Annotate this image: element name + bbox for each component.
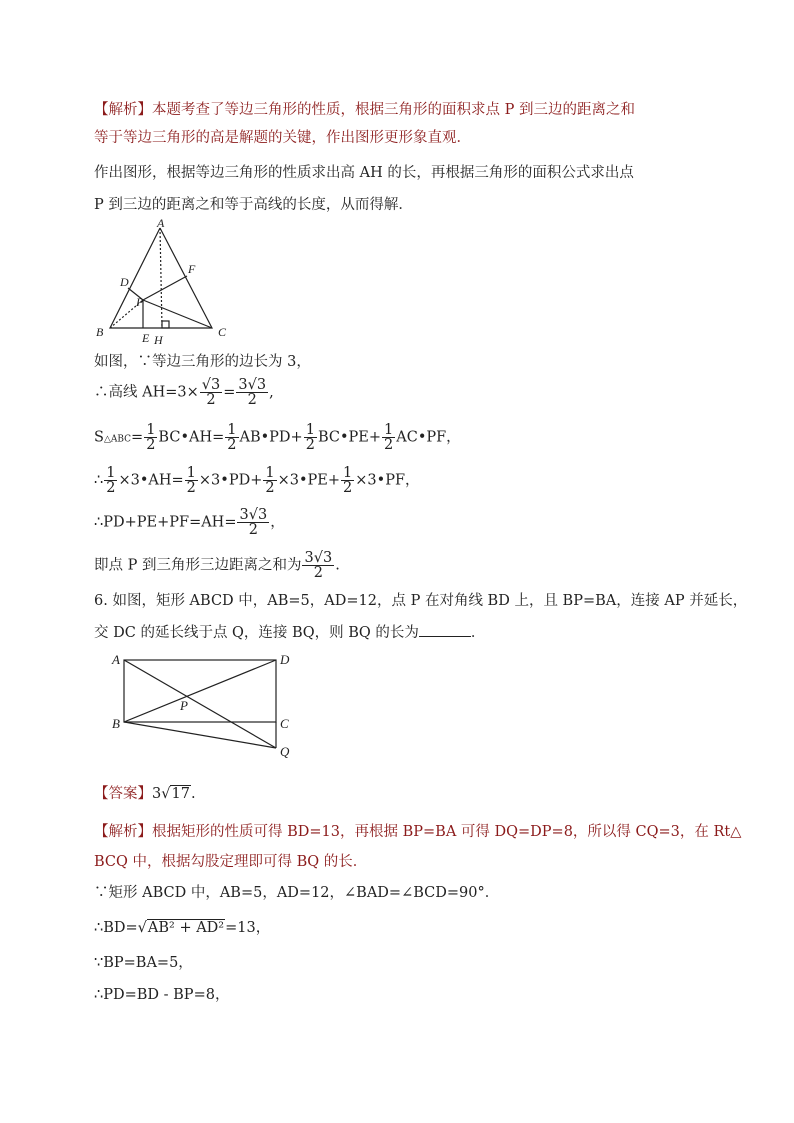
label-P: P xyxy=(136,295,144,309)
analysis1-line1 xyxy=(94,100,635,120)
solution6-line4: ∴PD=BD - BP=8， xyxy=(94,987,230,1003)
question6-line1: 6. 如图，矩形 ABCD 中，AB=5，AD=12，点 P 在对角线 BD 上，且 BP=BA，连接 AP 并延长， xyxy=(94,593,748,609)
label-D: D xyxy=(120,275,129,289)
analysis6-line1: 【解析】根据矩形的性质可得 BD=13，再根据 BP=BA 可得 DQ=DP=8，所以得 CQ=3，在 Rt△ xyxy=(94,824,742,840)
rectangle-figure xyxy=(104,648,304,763)
label-H: H xyxy=(154,333,163,347)
analysis-tag: 【解析】 xyxy=(94,824,152,840)
analysis1-line3: 作出图形，根据等边三角形的性质求出高 AH 的长，再根据三角形的面积公式求出点 xyxy=(94,165,634,181)
question6-line2: 交 DC 的延长线于点 Q，连接 BQ，则 BQ 的长为 ． xyxy=(94,622,485,643)
solution6-line1: ∵矩形 ABCD 中，AB=5，AD=12，∠BAD=∠BCD=90°． xyxy=(94,885,500,901)
label-B: B xyxy=(96,325,104,339)
label-F: F xyxy=(188,262,196,276)
solution1-line5: ∴PD+PE+PF=AH= $\frac{3√3}{2}$ ， xyxy=(94,507,285,538)
solution6-line2: ∴BD=√AB² + AD²=13， xyxy=(94,920,271,936)
label-A: A xyxy=(112,652,120,667)
solution6-line3: ∵BP=BA=5， xyxy=(94,955,193,971)
label-D: D xyxy=(280,652,290,667)
answer-blank xyxy=(419,622,471,637)
analysis1-line4: P 到三边的距离之和等于高线的长度，从而得解． xyxy=(94,197,413,213)
label-A: A xyxy=(157,218,165,230)
solution1-line2: ∴高线 AH=3× $\frac{√3}{2}$ = $\frac{3√3}{2}$ , xyxy=(94,377,274,408)
analysis-text: 本题考查了等边三角形的性质，根据三角形的面积求点 P 到三边的距离之和 xyxy=(152,102,635,118)
label-P: P xyxy=(180,698,188,713)
label-C: C xyxy=(280,716,289,731)
analysis-tag: 【解析】 xyxy=(94,102,152,118)
label-E: E xyxy=(142,331,150,345)
solution1-line1: 如图，∵等边三角形的边长为 3， xyxy=(94,354,311,370)
analysis6-line2: BCQ 中，根据勾股定理即可得 BQ 的长． xyxy=(94,854,368,870)
solution1-line6: 即点 P 到三角形三边距离之和为 $\frac{3√3}{2}$ . xyxy=(94,550,340,581)
answer6-line: 【答案】3√17. xyxy=(94,786,196,802)
label-B: B xyxy=(112,716,120,731)
analysis1-line2: 等于等边三角形的高是解题的关键，作出图形更形象直观． xyxy=(94,130,471,146)
triangle-figure xyxy=(90,218,240,348)
solution1-line3: S△ABC= $\frac{1}{2}$ BC•AH= $\frac{1}{2}$ AB•PD+ $\frac{1}{2}$ BC•PE+ $\frac{1}{2}$ AC•PF， xyxy=(94,422,461,453)
label-Q: Q xyxy=(280,744,290,759)
answer-tag: 【答案】 xyxy=(94,786,152,802)
label-C: C xyxy=(218,325,227,339)
solution1-line4: ∴ $\frac{1}{2}$ ×3•AH= $\frac{1}{2}$ ×3•PD+ $\frac{1}{2}$ ×3•PE+ $\frac{1}{2}$ ×3•PF， xyxy=(94,465,420,496)
